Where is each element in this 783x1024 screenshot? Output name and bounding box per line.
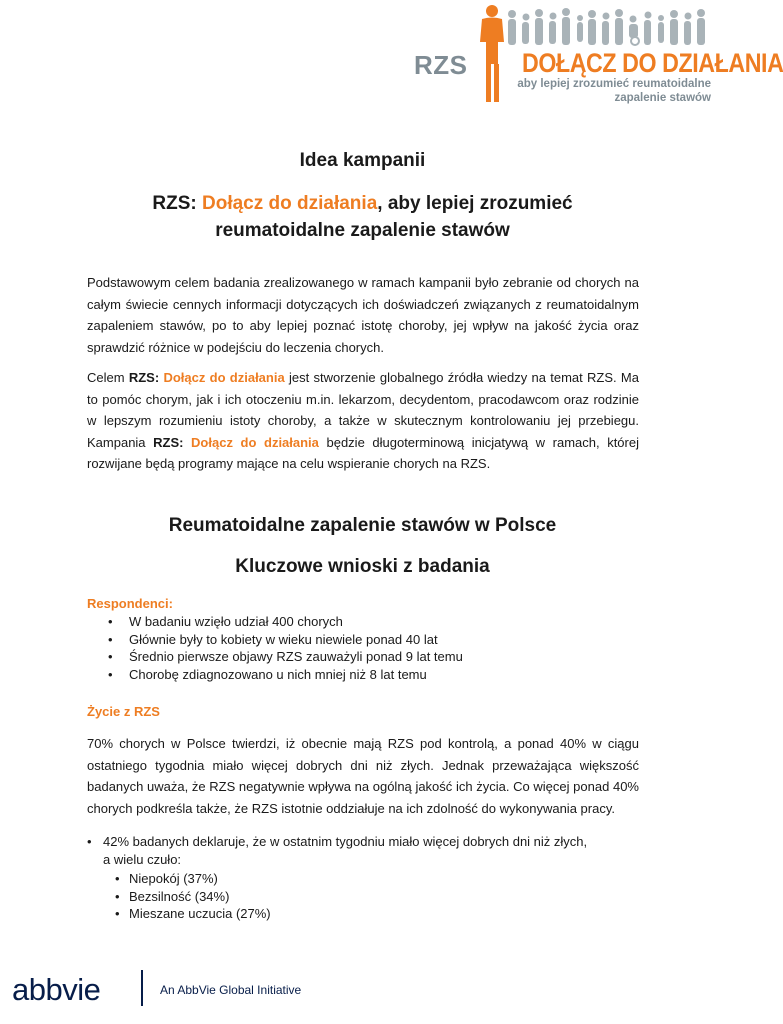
goal-paragraph	[87, 367, 639, 475]
list-item: • Niepokój (37%)	[129, 870, 271, 888]
logo-subtitle-line2: zapalenie stawów	[614, 92, 711, 104]
feelings-list	[129, 870, 271, 923]
list-item: • Bezsilność (34%)	[129, 888, 271, 906]
goal-text-3: będzie długoterminową inicjatywą w ramach, której rozwijane będą programy mające na celu wspieranie chorych na RZS.	[87, 434, 639, 471]
footer-tagline: An AbbVie Global Initiative	[160, 983, 302, 997]
section-title-idea: Idea kampanii	[299, 150, 426, 171]
campaign-title	[0, 190, 725, 244]
life-heading: Życie z RZS	[87, 704, 160, 719]
list-item: • Mieszane uczucia (27%)	[129, 905, 271, 923]
campaign-logo	[412, 4, 783, 104]
title-line2: reumatoidalne zapalenie stawów	[215, 220, 510, 241]
stat-line-1: 42% badanych deklaruje, że w ostatnim tygodniu miało więcej dobrych dni niż złych,	[103, 834, 588, 849]
life-paragraph: 70% chorych w Polsce twierdzi, iż obecnie mają RZS pod kontrolą, a ponad 40% w ciągu ostatniego tygodnia miało więcej dobrych dni niż złych. Jednak przeważająca większość badanych uważa, że RZS negatywnie wpływa na ogólną jakość ich życia. Co więcej ponad 40% chorych podkreśla także, że RZS istotnie oddziałuje na ich zdolność do wykonywania pracy.	[87, 736, 639, 816]
respondents-list	[129, 613, 463, 683]
title-highlight: Dołącz do działania	[202, 193, 378, 214]
goal-text-1: Celem	[87, 370, 129, 385]
goal-highlight-2: Dołącz do działania	[191, 434, 319, 450]
logo-rzs-text: RZS	[414, 50, 468, 80]
list-item: • Średnio pierwsze objawy RZS zauważyli ponad 9 lat temu	[129, 648, 463, 666]
section-title-poland: Reumatoidalne zapalenie stawów w Polsce	[168, 515, 557, 536]
stat-line-2: a wielu czuło:	[103, 851, 182, 867]
footer-divider	[141, 970, 143, 1006]
respondents-heading: Respondenci:	[87, 596, 173, 611]
goal-rzs-2: RZS:	[153, 434, 192, 450]
goal-text-2: jest stworzenie globalnego źródła wiedzy na temat RZS. Ma to pomóc chorym, jak i ich otoczeniu m.in. lekarzom, decydentom, pracodawcom oraz rodzinie w lepszym rozumieniu istoty choroby, a także w skutecznym kontrolowaniu jej przebiegu. Kampania	[87, 370, 639, 450]
list-item: • Chorobę zdiagnozowano u nich mniej niż 8 lat temu	[129, 666, 463, 684]
list-item: • W badaniu wzięło udział 400 chorych	[129, 613, 463, 631]
section-title-key-findings: Kluczowe wnioski z badania	[235, 556, 490, 577]
abbvie-logo: abbvie	[12, 972, 101, 1007]
intro-paragraph: Podstawowym celem badania zrealizowanego w ramach kampanii było zebranie od chorych na całym świecie cennych informacji dotyczących ich doświadczeń związanych z reumatoidalnym zapaleniem stawów, po to aby lepiej poznać istotę choroby, jej wpływ na jakość życia oraz sprawdzić różnice w podejściu do leczenia chorych.	[87, 275, 639, 355]
logo-subtitle-line1: aby lepiej zrozumieć reumatoidalne	[517, 78, 711, 90]
goal-highlight-1: Dołącz do działania	[163, 370, 285, 385]
title-prefix: RZS:	[152, 193, 202, 214]
goal-rzs-1: RZS:	[128, 370, 164, 385]
orange-figure-legs	[482, 64, 522, 104]
list-item: • Głównie były to kobiety w wieku niewiele ponad 40 lat	[129, 631, 463, 649]
logo-main-text: DOŁĄCZ DO DZIAŁANIA	[522, 48, 783, 78]
title-rest: , aby lepiej zrozumieć	[377, 193, 573, 214]
bullet-icon: •	[87, 834, 92, 849]
